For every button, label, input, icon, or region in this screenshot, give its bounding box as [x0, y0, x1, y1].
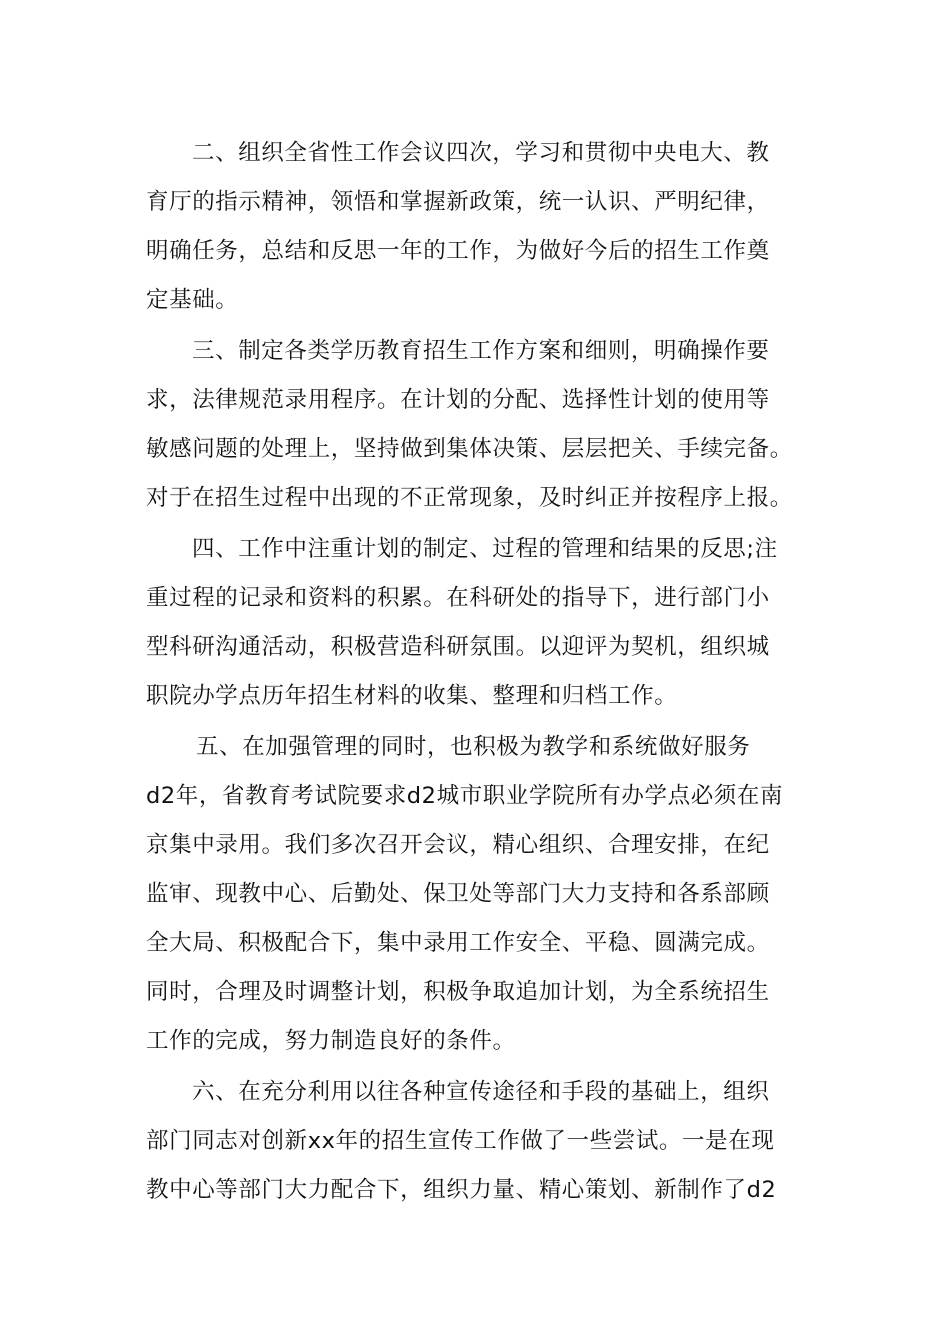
paragraph-4-line-5: 全大局、积极配合下，集中录用工作安全、平稳、圆满完成。 [146, 930, 770, 956]
paragraph-1-line-3: 明确任务，总结和反思一年的工作，为做好今后的招生工作奠 [146, 238, 770, 264]
paragraph-4-line-3: 京集中录用。我们多次召开会议，精心组织、合理安排，在纪 [146, 832, 770, 858]
paragraph-2-line-1: 三、制定各类学历教育招生工作方案和细则，明确操作要 [192, 338, 770, 364]
paragraph-4-line-4: 监审、现教中心、后勤处、保卫处等部门大力支持和各系部顾 [146, 881, 770, 907]
paragraph-3-line-2: 重过程的记录和资料的积累。在科研处的指导下，进行部门小 [146, 585, 770, 611]
paragraph-2-line-3: 敏感问题的处理上，坚持做到集体决策、层层把关、手续完备。 [146, 436, 793, 462]
paragraph-4-line-2: d2年，省教育考试院要求d2城市职业学院所有办学点必须在南 [146, 783, 784, 809]
paragraph-3-line-3: 型科研沟通活动，积极营造科研氛围。以迎评为契机，组织城 [146, 634, 770, 660]
paragraph-1-line-4: 定基础。 [146, 287, 239, 313]
paragraph-2-line-2: 求，法律规范录用程序。在计划的分配、选择性计划的使用等 [146, 387, 770, 413]
paragraph-5-line-1: 六、在充分利用以往各种宣传途径和手段的基础上，组织 [192, 1079, 770, 1105]
paragraph-5-line-3: 教中心等部门大力配合下，组织力量、精心策划、新制作了d2 [146, 1177, 777, 1203]
paragraph-1-line-1: 二、组织全省性工作会议四次，学习和贯彻中央电大、教 [192, 140, 770, 166]
paragraph-3-line-4: 职院办学点历年招生材料的收集、整理和归档工作。 [146, 683, 678, 709]
paragraph-2-line-4: 对于在招生过程中出现的不正常现象，及时纠正并按程序上报。 [146, 485, 793, 511]
paragraph-5-line-2: 部门同志对创新xx年的招生宣传工作做了一些尝试。一是在现 [146, 1128, 775, 1154]
paragraph-3-line-1: 四、工作中注重计划的制定、过程的管理和结果的反思;注 [192, 536, 778, 562]
paragraph-4-line-6: 同时，合理及时调整计划，积极争取追加计划，为全系统招生 [146, 979, 770, 1005]
paragraph-1-line-2: 育厅的指示精神，领悟和掌握新政策，统一认识、严明纪律， [146, 189, 770, 215]
paragraph-4-line-1: 五、在加强管理的同时，也积极为教学和系统做好服务 [196, 734, 751, 760]
paragraph-4-line-7: 工作的完成，努力制造良好的条件。 [146, 1028, 516, 1054]
